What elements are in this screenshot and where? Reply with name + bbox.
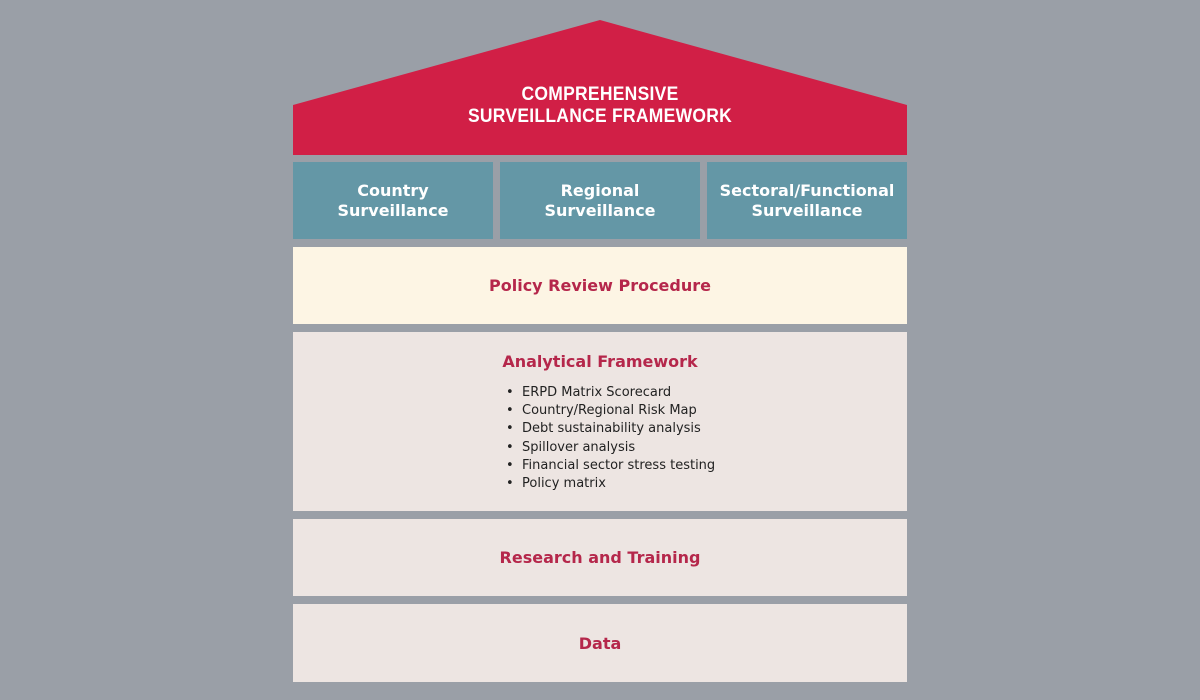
bullet-icon: • bbox=[506, 476, 514, 492]
list-item-text: ERPD Matrix Scorecard bbox=[522, 385, 672, 400]
bullet-icon: • bbox=[506, 385, 514, 400]
research-training-block bbox=[293, 519, 907, 596]
pillar-regional-surveillance bbox=[500, 162, 700, 239]
data-title: Data bbox=[578, 633, 622, 653]
bullet-icon: • bbox=[506, 403, 514, 419]
pillar-sectoral-functional-surveillance bbox=[707, 162, 907, 239]
framework-title-line1: COMPREHENSIVE bbox=[521, 84, 679, 105]
pillar-label-line2: Surveillance bbox=[544, 200, 656, 220]
pillar-label-line1: Regional bbox=[560, 180, 640, 200]
pillar-label-line2: Surveillance bbox=[337, 200, 449, 220]
policy-review-title: Policy Review Procedure bbox=[489, 276, 711, 295]
bullet-icon: • bbox=[506, 457, 514, 473]
bullet-icon: • bbox=[506, 421, 514, 437]
list-item bbox=[506, 439, 715, 457]
list-item bbox=[506, 420, 715, 438]
pillar-label-line1: Sectoral/Functional bbox=[719, 180, 895, 200]
pillar-label-line1: Country bbox=[357, 180, 429, 200]
list-item bbox=[506, 384, 715, 402]
analytical-tools-list bbox=[506, 384, 715, 493]
list-item-text: Debt sustainability analysis bbox=[522, 421, 701, 437]
analytical-framework-title: Analytical Framework bbox=[502, 352, 698, 371]
list-item bbox=[506, 402, 715, 420]
bullet-icon: • bbox=[506, 439, 514, 455]
list-item-text: Country/Regional Risk Map bbox=[522, 403, 697, 419]
list-item bbox=[506, 457, 715, 475]
data-foundation-block bbox=[293, 604, 907, 682]
list-item-text: Policy matrix bbox=[522, 476, 606, 492]
framework-title bbox=[318, 84, 883, 128]
research-training-title: Research and Training bbox=[499, 548, 701, 567]
roof bbox=[293, 20, 907, 155]
list-item-text: Financial sector stress testing bbox=[522, 457, 716, 473]
pillar-label-line2: Surveillance bbox=[751, 200, 863, 220]
list-item bbox=[506, 475, 715, 493]
framework-title-line2: SURVEILLANCE FRAMEWORK bbox=[467, 106, 733, 127]
pillar-country-surveillance bbox=[293, 162, 493, 239]
policy-review-block bbox=[293, 247, 907, 324]
list-item-text: Spillover analysis bbox=[522, 439, 636, 455]
analytical-framework-block bbox=[293, 332, 907, 511]
